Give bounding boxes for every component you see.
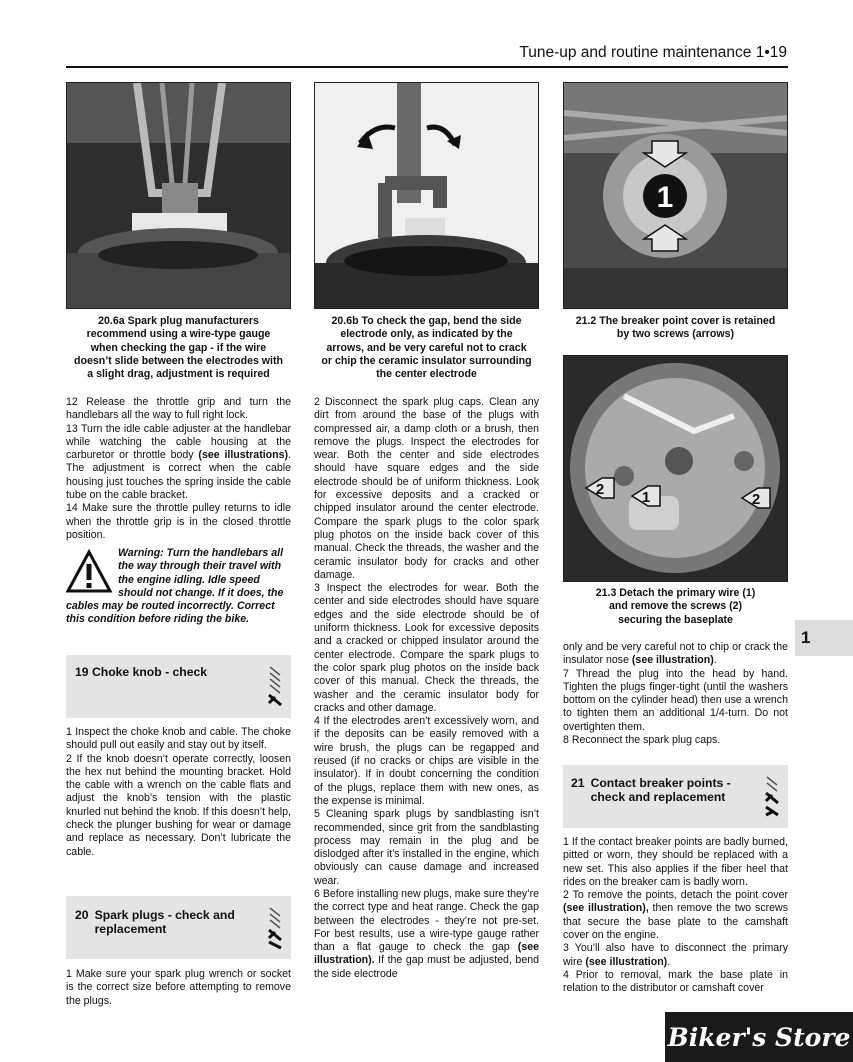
section-20-p1: 1 Make sure your spark plug wrench or socket is the correct size before attempting to remove the plugs. bbox=[66, 968, 291, 1007]
paragraph-13: 13 Turn the idle cable adjuster at the handlebar while watching the cable housing at the carburetor or throttle body (see illustrations). The adjustment is correct when the cable housing just touches the spring inside the cable tube on the cable bracket. bbox=[66, 422, 291, 502]
section-20-title: Spark plugs - check and replacement bbox=[94, 908, 235, 936]
callout-2a-label: 2 bbox=[595, 481, 605, 498]
section-21-text bbox=[563, 836, 788, 996]
photo-breaker-cover bbox=[563, 82, 788, 309]
chapter-tab: 1 bbox=[795, 620, 853, 656]
paragraph-4: 4 If the electrodes aren’t excessively worn, and if the deposits can be easily removed with a wire brush, the plugs can be regapped and reused (if no cracks or chips are visible in the insulator). If in doubt concerning the condition of the plugs, replace them with new ones, as the expense is minimal. bbox=[314, 715, 539, 807]
col2-text bbox=[314, 396, 539, 981]
caption-20-6a: 20.6a Spark plug manufacturers recommend using a wire-type gauge when checking the gap - if the wire doesn’t slide between the electrodes with a slight drag, adjustment is required bbox=[74, 315, 283, 381]
photo-breaker-baseplate bbox=[563, 355, 788, 582]
section-19-number: 19 bbox=[75, 665, 89, 679]
paragraph-14: 14 Make sure the throttle pulley returns to idle when the throttle grip is in the closed throttle position. bbox=[66, 502, 291, 541]
photo-spark-plug-bend bbox=[314, 82, 539, 309]
section-21-p4: 4 Prior to removal, mark the base plate in relation to the distributor or camshaft cover bbox=[563, 968, 788, 995]
section-19-p1: 1 Inspect the choke knob and cable. The choke should pull out easily and stay out by itself. bbox=[66, 726, 291, 752]
section-20-number: 20 bbox=[75, 908, 89, 922]
section-21-p2: 2 To remove the points, detach the point cover (see illustration), then remove the two screws that secure the base plate to the camshaft cover on the engine. bbox=[563, 889, 788, 942]
section-19-p2: 2 If the knob doesn’t operate correctly, loosen the hex nut behind the mounting bracket. Hold the cable with a wrench on the cable flats and adjust the knob’s tension with the plastic knurled nut behind the knob. If this doesn’t help, check the plunger bushing for wear or damage and replace as necessary. Don’t lubricate the cable. bbox=[66, 752, 291, 858]
page-header: Tune-up and routine maintenance 1•19 bbox=[519, 44, 787, 61]
section-19-text bbox=[66, 726, 291, 859]
col3-text-top bbox=[563, 641, 788, 747]
difficulty-wrench-icon bbox=[266, 663, 286, 709]
paragraph-3: 3 Inspect the electrodes for wear. Both the center and side electrodes should have square edges and the side electrode should be of uniform thickness. Look for excessive deposits and a cracked or chipped insulator around the center electrode. Compare the spark plugs to the color spark plug photos on the inside back cover of this manual. Check the threads, the washer and the ceramic insulator body for cracks and other damage. bbox=[314, 582, 539, 714]
section-19-title: Choke knob - check bbox=[91, 665, 208, 679]
paragraph-7: 7 Thread the plug into the head by hand. Tighten the plugs finger-tight (until the washers bottom on the cylinder head) then use a wrench to tighten them an additional 1/4-turn. Do not overtighten them. bbox=[563, 667, 788, 733]
section-21-title: Contact breaker points - check and replacement bbox=[590, 776, 731, 804]
paragraph-6: 6 Before installing new plugs, make sure they’re the correct type and heat range. Check the gap between the electrodes - they’re not pre-set. For best results, use a wire-type gauge rather than a flat gauge to check the gap (see illustration). If the gap must be adjusted, bend the side electrode bbox=[314, 887, 539, 980]
section-20-header bbox=[66, 896, 291, 959]
section-21-p1: 1 If the contact breaker points are badly burned, pitted or worn, they should be replaced with a new set. This also applies if the fiber heel that rides on the breaker cam is badly worn. bbox=[563, 836, 788, 888]
difficulty-wrench-icon bbox=[763, 773, 783, 819]
section-21-header bbox=[563, 765, 788, 828]
warning-text: Warning: Turn the handlebars all the way through their travel with the engine idling. Idle speed should not change. If it does, the cables may be routed incorrectly. Correct this condition before riding the bike. bbox=[66, 547, 284, 626]
photo-spark-plug-gauge bbox=[66, 82, 291, 309]
callout-1-label: 1 bbox=[656, 181, 674, 214]
difficulty-wrench-icon bbox=[266, 904, 286, 950]
warning-triangle-icon bbox=[66, 549, 112, 595]
section-19-header bbox=[66, 655, 291, 718]
caption-21-3: 21.3 Detach the primary wire (1) and remove the screws (2) securing the baseplate bbox=[595, 587, 756, 626]
section-21-number: 21 bbox=[571, 776, 585, 790]
paragraph-6-cont: only and be very careful not to chip or crack the insulator nose (see illustration). bbox=[563, 641, 788, 667]
callout-1-label-b: 1 bbox=[641, 489, 651, 506]
paragraph-12: 12 Release the throttle grip and turn the handlebars all the way to full right lock. bbox=[66, 396, 291, 422]
warning-note bbox=[66, 547, 292, 627]
section-20-text bbox=[66, 968, 291, 1008]
paragraph-8: 8 Reconnect the spark plug caps. bbox=[563, 734, 721, 747]
bikers-store-logo: Biker's Store bbox=[665, 1012, 853, 1062]
callout-2b-label: 2 bbox=[751, 491, 761, 508]
caption-21-2: 21.2 The breaker point cover is retained by two screws (arrows) bbox=[575, 315, 776, 341]
caption-20-6b: 20.6b To check the gap, bend the side electrode only, as indicated by the arrows, and be very careful not to crack or chip the ceramic insulator surrounding the center electrode bbox=[321, 315, 532, 381]
paragraph-2: 2 Disconnect the spark plug caps. Clean any dirt from around the base of the plugs with compressed air, a damp cloth or a brush, then remove the plugs. Inspect the electrodes for wear. Both the center and side electrodes should have square edges and the side electrode should be of uniform thickness. Look for excessive deposits and a cracked or chipped insulator around the center electrode. Compare the spark plugs to the color spark plug photos on the inside back cover of this manual. Check the threads, the washer and the ceramic insulator body for cracks and other damage. bbox=[314, 396, 539, 581]
paragraph-5: 5 Cleaning spark plugs by sandblasting isn’t recommended, since grit from the sandblasting process may remain in the plug and be dislodged after it’s installed in the engine, which obviously can cause damage and increased wear. bbox=[314, 808, 539, 887]
header-rule bbox=[66, 66, 788, 68]
section-21-p3: 3 You’ll also have to disconnect the primary wire (see illustration). bbox=[563, 942, 788, 968]
col1-text-top bbox=[66, 396, 291, 542]
